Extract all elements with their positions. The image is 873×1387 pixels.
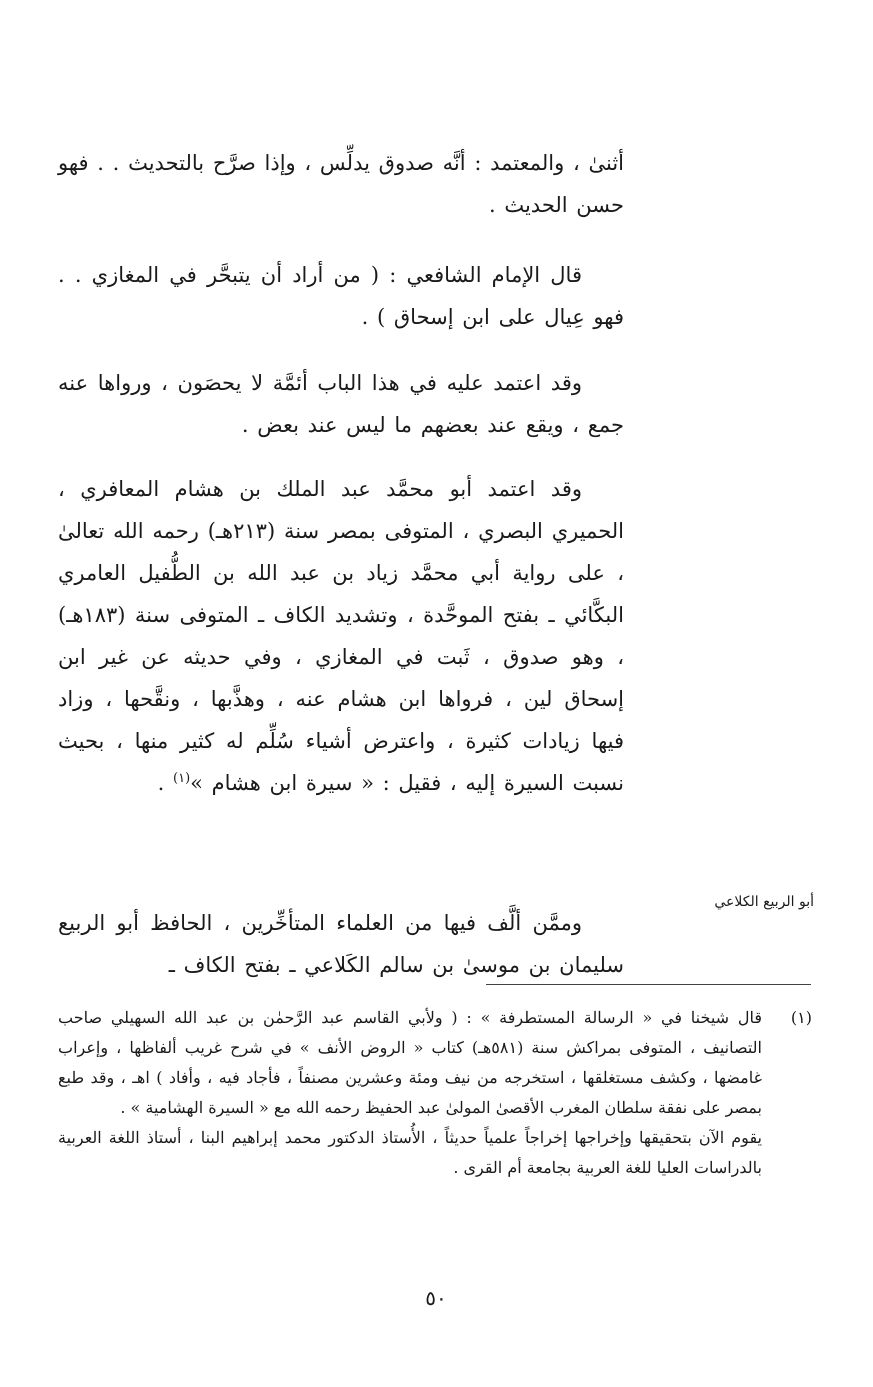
paragraph-kalai: وممَّن ألَّف فيها من العلماء المتأخِّرين ، الحافظ أبو الربيع سليمان بن موسىٰ بن سالم الكَلاعي ـ بفتح الكاف ـ xyxy=(58,911,624,977)
footnote-number: (١) xyxy=(790,1008,812,1027)
paragraph-shafii-quote: قال الإمام الشافعي : ( من أراد أن يتبحَّر في المغازي . . فهو عِيال على ابن إسحاق ) . xyxy=(58,263,624,329)
footnote-body xyxy=(58,1003,762,1183)
paragraph-ibn-hisham-text: وقد اعتمد أبو محمَّد عبد الملك بن هشام المعافري ، الحميري البصري ، المتوفى بمصر سنة (٢١٣هـ) رحمه الله تعالىٰ ، على رواية أبي محمَّد زياد بن عبد الله بن الطُّفيل العامري البكَّائي ـ بفتح الموحَّدة ، وتشديد الكاف ـ المتوفى سنة (١٨٣هـ) ، وهو صدوق ، ثَبت في المغازي ، وفي حديثه عن غير ابن إسحاق لين ، فرواها ابن هشام عنه ، وهذَّبها ، ونقَّحها ، وزاد فيها زيادات كثيرة ، واعترض أشياء سُلِّم له كثير منها ، بحيث نسبت السيرة إليه ، فقيل : « سيرة ابن هشام » xyxy=(58,477,624,795)
footnote-divider xyxy=(486,984,811,985)
paragraph-ibn-hisham xyxy=(58,468,624,804)
margin-note-abu-al-rabi: أبو الربيع الكلاعي xyxy=(714,894,814,910)
page-number: ٥٠ xyxy=(425,1286,447,1310)
footnote-line-banna: يقوم الآن بتحقيقها وإخراجها إخراجاً علمياً حديثاً ، الأُستاذ الدكتور محمد إبراهيم البنا ، أستاذ اللغة العربية بالدراسات العليا للغة العربية بجامعة أم القرى . xyxy=(58,1128,762,1177)
footnotes-section xyxy=(58,1003,812,1183)
paragraph-ibn-hisham-tail: . xyxy=(157,771,173,795)
footnote-1 xyxy=(58,1003,812,1183)
footnote-line-rawd: قال شيخنا في « الرسالة المستطرفة » : ( ولأبي القاسم عبد الرَّحمٰن بن عبد الله السهيلي صاحب التصانيف ، المتوفى بمراكش سنة (٥٨١هـ) كتاب « الروض الأنف » في شرح غريب ألفاظها ، وإعراب غامضها ، وكشف مستغلقها ، استخرجه من نيف ومئة وعشرين مصنفاً ، فأجاد فيه ، وأفاد ) اهـ ، وقد طبع بمصر على نفقة سلطان المغرب الأقصىٰ المولىٰ عبد الحفيظ رحمه الله مع « السيرة الهشامية » . xyxy=(58,1008,763,1117)
footnote-reference: (١) xyxy=(173,771,191,786)
paragraph-imams-reliance: وقد اعتمد عليه في هذا الباب أئمَّة لا يحصَون ، ورواها عنه جمع ، ويقع عند بعضهم ما ليس عند بعض . xyxy=(58,371,624,437)
paragraph-ibn-ishaq-reliability: أثنىٰ ، والمعتمد : أنَّه صدوق يدلِّس ، وإذا صرَّح بالتحديث . . فهو حسن الحديث . xyxy=(58,151,624,217)
